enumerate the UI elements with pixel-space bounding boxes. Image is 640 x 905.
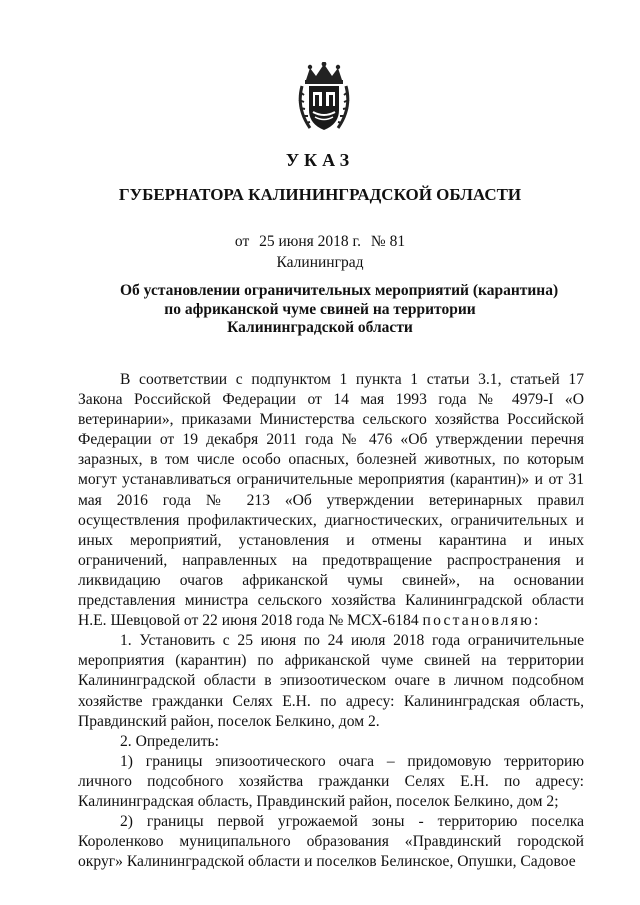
number-sign: №: [370, 233, 386, 250]
subject-line: Калининградской области: [227, 319, 413, 336]
decree-word: постановляю:: [422, 612, 541, 630]
decree-number: 81: [389, 233, 406, 250]
document-subtitle: ГУБЕРНАТОРА КАЛИНИНГРАДСКОЙ ОБЛАСТИ: [118, 185, 522, 204]
city-name: Калининград: [276, 254, 364, 271]
decree-body: [78, 370, 584, 872]
subject-line: Об установлении ограничительных мероприятий (карантина): [120, 282, 559, 299]
preamble-paragraph: [78, 370, 584, 631]
document-title: УКАЗ: [285, 150, 355, 170]
item-2-2-paragraph: 2) границы первой угрожаемой зоны - территорию поселка Короленково муниципального образования «Правдинский городской округ» Калининградской области и поселков Белинское, Опушки, Садовое: [78, 813, 584, 871]
item-2-paragraph: 2. Определить:: [120, 732, 219, 750]
item-2-1-paragraph: 1) границы эпизоотического очага – придомовую территорию личного подсобного хозяйства гражданки Селях Е.Н. по адресу: Калининградская область, Правдинский район, поселок Белкино, дом 2;: [78, 752, 584, 810]
subject-line: по африканской чуме свиней на территории: [164, 300, 476, 318]
decree-subject: [120, 282, 559, 338]
date-line: [0, 233, 640, 251]
date-prefix: от: [234, 233, 250, 250]
item-1-paragraph: 1. Установить с 25 июня по 24 июля 2018 года ограничительные мероприятия (карантин) по африканской чуме свиней на территории Калининградской области в эпизоотическом очаге в личном подсобном хозяйстве гражданки Селях Е.Н. по адресу: Калининградская область, Правдинский район, поселок Белкино, дом 2.: [78, 632, 584, 730]
decree-date: 25 июня 2018 г.: [259, 233, 362, 250]
coat-of-arms-emblem: [296, 62, 352, 134]
preamble-text: В соответствии с подпунктом 1 пункта 1 статьи 3.1, статьей 17 Закона Российской Федерации от 14 мая 1993 года № 4979-I «О ветеринарии», приказами Министерства сельского хозяйства Российской Федерации от 19 декабря 2011 года № 476 «Об утверждении перечня заразных, в том числе особо опасных, болезней животных, по которым могут устанавливаться ограничительные мероприятия (карантин)» и от 31 мая 2016 года № 213 «Об утверждении ветеринарных правил осуществления профилактических, диагностических, ограничительных и иных мероприятий, установления и отмены карантина и иных ограничений, направленных на предотвращение распространения и ликвидацию очагов африканской чумы свиней», на основании представления министра сельского хозяйства Калининградской области Н.Е. Шевцовой от 22 июня 2018 года № МСХ-6184: [78, 371, 584, 630]
